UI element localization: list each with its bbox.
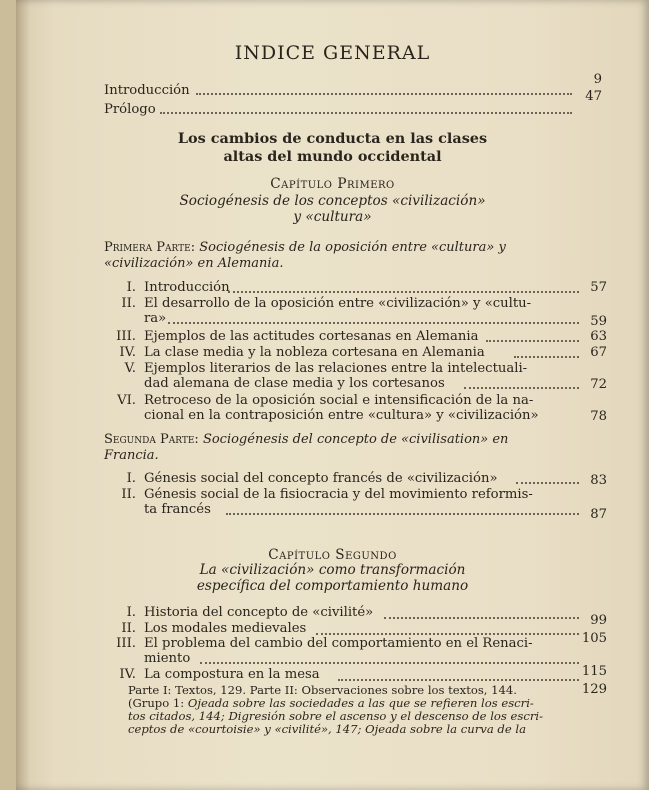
note-line-3: tos citados, 144; Digresión sobre el ascenso y el descenso de los escri-: [128, 709, 544, 723]
dot-leader: [168, 322, 579, 324]
page-number: 83: [590, 473, 607, 488]
page-number: 78: [590, 409, 607, 424]
book-heading-line-2: altas del mundo occidental: [223, 148, 442, 165]
entry-text: miento: [144, 651, 191, 666]
page-number: 59: [590, 314, 607, 329]
footnote-block: [128, 684, 543, 736]
note-line-2: (Grupo 1: Ojeada sobre las sociedades a las que se refieren los escri-: [128, 696, 534, 710]
dot-leader: [160, 112, 572, 114]
chapter-1-label: Capítulo Primero: [270, 176, 395, 192]
page-number: 129: [581, 682, 607, 697]
dot-leader: [200, 662, 579, 664]
page-number: 47: [585, 89, 602, 104]
entry-text: Introducción: [144, 280, 230, 295]
page-number: 72: [590, 377, 607, 392]
entry-number: IV.: [119, 667, 136, 682]
chapter-2-subtitle-line-1: La «civilización» como transformación: [199, 562, 466, 578]
note-line-1: Parte I: Textos, 129. Parte II: Observaciones sobre los textos, 144.: [128, 683, 517, 697]
part-1-label: Primera Parte:: [104, 240, 196, 255]
entry-number: II.: [121, 487, 136, 502]
page-number: 57: [590, 280, 607, 295]
entry-label: Introducción: [104, 83, 190, 98]
dot-leader: [226, 513, 579, 515]
dot-leader: [384, 617, 579, 619]
entry-text: Ejemplos literarios de las relaciones entre la intelectuali-: [144, 361, 528, 376]
chapter-1-subtitle-line-2: y «cultura»: [293, 209, 372, 225]
entry-text: Génesis social del concepto francés de «civilización»: [144, 471, 498, 486]
entry-number: I.: [126, 280, 136, 295]
note-line-4: ceptos de «courtoisie» y «civilité», 147; Ojeada sobre la curva de la: [128, 722, 527, 736]
chapter-2-subtitle-line-2: específica del comportamiento humano: [196, 578, 469, 594]
entry-text: El desarrollo de la oposición entre «civilización» y «cultu-: [144, 296, 532, 311]
entry-text: cional en la contraposición entre «cultura» y «civilización»: [144, 408, 539, 423]
part-2-title-line-1: Sociogénesis del concepto de «civilisation» en: [202, 432, 509, 447]
page-number: 115: [581, 664, 607, 679]
page-number: 105: [581, 631, 607, 646]
chapter-2-subtitle: [16, 562, 649, 594]
entry-number: II.: [121, 621, 136, 636]
entry-number: II.: [121, 296, 136, 311]
entry-text: dad alemana de clase media y los cortesanos: [144, 376, 445, 391]
dot-leader: [196, 93, 572, 95]
page-title: INDICE GENERAL: [234, 42, 431, 64]
dot-leader: [516, 482, 579, 484]
part-2-heading: [104, 432, 604, 464]
dot-leader: [316, 633, 579, 635]
entry-number: III.: [116, 329, 136, 344]
dot-leader: [228, 291, 579, 293]
part-2-label: Segunda Parte:: [104, 432, 199, 447]
dot-leader: [486, 340, 579, 342]
part-2-title-line-2: Francia.: [104, 448, 159, 463]
entry-text: Los modales medievales: [144, 621, 307, 636]
chapter-1-subtitle-line-1: Sociogénesis de los conceptos «civilización»: [179, 193, 486, 209]
part-1-title-line-1: Sociogénesis de la oposición entre «cultura» y: [199, 240, 506, 255]
entry-text: La compostura en la mesa: [144, 667, 320, 682]
page-number: 99: [590, 613, 607, 628]
entry-number: I.: [126, 605, 136, 620]
book-page: [16, 0, 649, 790]
book-heading-line-1: Los cambios de conducta en las clases: [177, 130, 488, 147]
entry-number: III.: [116, 636, 136, 651]
entry-text: El problema del cambio del comportamiento en el Renaci-: [144, 636, 533, 651]
dot-leader: [464, 387, 579, 389]
chapter-1-subtitle: [16, 193, 649, 225]
entry-text: ta francés: [144, 502, 211, 517]
page-number: 63: [590, 329, 607, 344]
entry-text: ra»: [144, 311, 167, 326]
page-number: 87: [590, 507, 607, 522]
entry-number: VI.: [117, 393, 136, 408]
entry-number: I.: [126, 471, 136, 486]
page-number: 67: [590, 345, 607, 360]
part-1-title-line-2: «civilización» en Alemania.: [104, 256, 284, 271]
entry-number: IV.: [119, 345, 136, 360]
entry-label: Prólogo: [104, 102, 156, 117]
chapter-2-label: Capítulo Segundo: [268, 547, 397, 563]
entry-number: V.: [124, 361, 136, 376]
entry-text: Retroceso de la oposición social e intensificación de la na-: [144, 393, 534, 408]
dot-leader: [514, 356, 579, 358]
entry-text: Historia del concepto de «civilité»: [144, 605, 374, 620]
entry-text: Génesis social de la fisiocracia y del movimiento reformis-: [144, 487, 533, 502]
book-heading: [16, 130, 649, 166]
page-number: 9: [593, 72, 602, 87]
entry-text: Ejemplos de las actitudes cortesanas en Alemania: [144, 329, 479, 344]
entry-text: La clase media y la nobleza cortesana en Alemania: [144, 345, 485, 360]
dot-leader: [338, 679, 579, 681]
part-1-heading: [104, 240, 604, 272]
